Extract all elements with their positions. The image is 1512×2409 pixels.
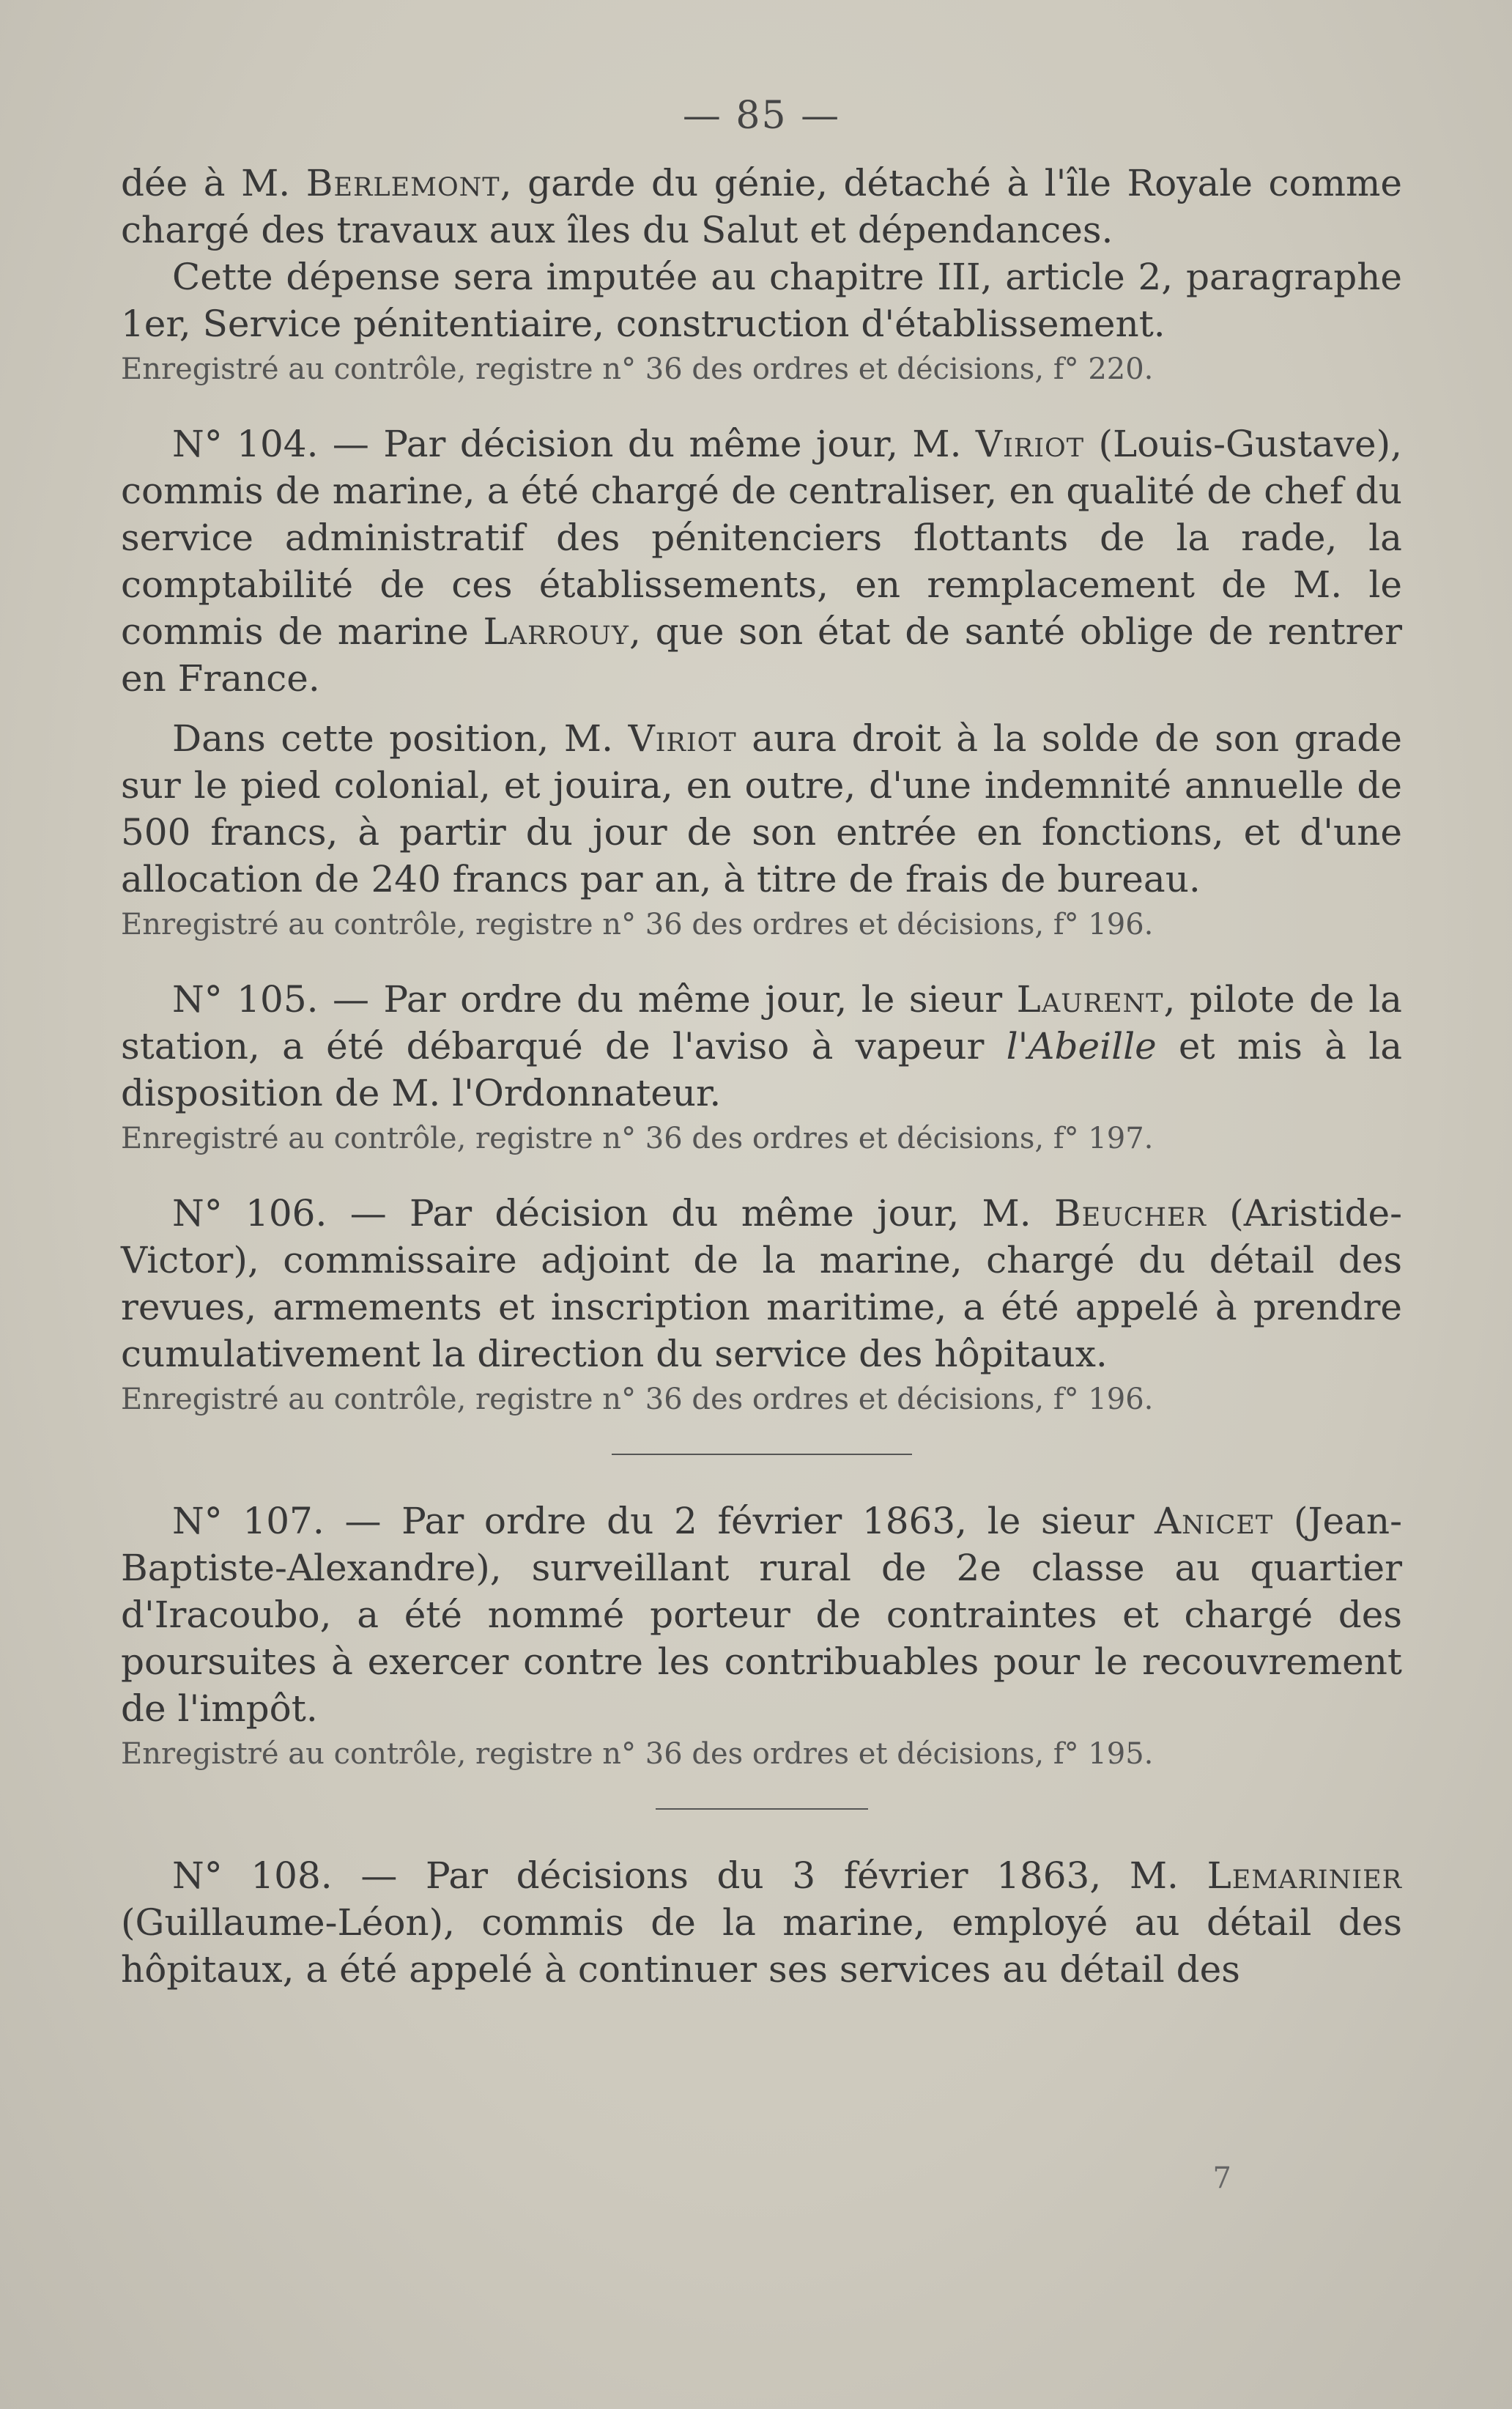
text: — Par décision du même jour, M.	[327, 1192, 1054, 1235]
person-name: Viriot	[628, 717, 737, 760]
person-name: Larrouy	[483, 610, 629, 653]
entry-108	[121, 1852, 1402, 1993]
entry-107	[121, 1498, 1402, 1776]
entry-number: N° 108.	[172, 1854, 333, 1897]
entry-106	[121, 1190, 1402, 1421]
paragraph	[121, 715, 1402, 903]
text: — Par ordre du 2 février 1863, le sieur	[324, 1500, 1155, 1542]
person-name: Beucher	[1053, 1192, 1207, 1235]
page-number: — 85 —	[682, 94, 841, 138]
text: — Par ordre du même jour, le sieur	[318, 978, 1017, 1021]
text: (Jean-Baptiste-Alexandre), surveillant rural de 2e classe au quartier d'Iracoubo, a été nommé porteur de contraintes et chargé des poursuites à exercer contre les contribuables pour le recouvrement de l'impôt.	[121, 1500, 1402, 1730]
text: , que son état de santé oblige de rentrer en France.	[121, 610, 1402, 700]
paragraph	[121, 1190, 1402, 1377]
paragraph: Cette dépense sera imputée au chapitre III, article 2, paragraphe 1er, Service pénitentiaire, construction d'établissement.	[121, 256, 1402, 345]
registration-note: Enregistré au contrôle, registre n° 36 des ordres et décisions, f° 195.	[121, 1737, 1154, 1771]
registration-note: Enregistré au contrôle, registre n° 36 des ordres et décisions, f° 197.	[121, 1122, 1154, 1155]
paragraph	[121, 976, 1402, 1117]
paragraph	[121, 421, 1402, 702]
text: aura droit à la solde de son grade sur le pied colonial, et jouira, en outre, d'une indemnité annuelle de 500 francs, à partir du jour de son entrée en fonctions, et d'une allocation de 240 francs par an, à titre de frais de bureau.	[121, 717, 1402, 900]
person-name: Viriot	[975, 423, 1085, 465]
text: , pilote de la station, a été débarqué de l'aviso à vapeur	[121, 978, 1402, 1067]
entry-105	[121, 976, 1402, 1161]
entry-number: N° 105.	[172, 978, 319, 1021]
section-divider	[656, 1808, 868, 1810]
registration-note: Enregistré au contrôle, registre n° 36 des ordres et décisions, f° 220.	[121, 352, 1154, 386]
registration-note: Enregistré au contrôle, registre n° 36 des ordres et décisions, f° 196.	[121, 908, 1154, 941]
text: (Louis-Gustave), commis de marine, a été chargé de centraliser, en qualité de chef du service administratif des pénitenciers flottants de la rade, la comptabilité de ces établissements, en remplacement de M. le commis de marine	[121, 423, 1402, 653]
paragraph	[121, 1498, 1402, 1732]
entry-number: N° 106.	[172, 1192, 327, 1235]
ship-name: l'Abeille	[1006, 1025, 1157, 1067]
person-name: Berlemont	[305, 162, 500, 204]
text: — Par décisions du 3 février 1863, M.	[332, 1854, 1207, 1897]
registration-note: Enregistré au contrôle, registre n° 36 des ordres et décisions, f° 196.	[121, 1383, 1154, 1416]
entry-number: N° 104.	[172, 423, 319, 465]
text: (Guillaume-Léon), commis de la marine, employé au détail des hôpitaux, a été appelé à continuer ses services au détail des	[121, 1901, 1402, 1991]
signature-mark: 7	[1212, 2161, 1231, 2195]
entry-number: N° 107.	[172, 1500, 325, 1542]
paragraph	[121, 1852, 1402, 1993]
paragraph	[121, 160, 1402, 254]
entry-continuation	[121, 160, 1402, 391]
person-name: Lemarinier	[1207, 1854, 1402, 1897]
text: Dans cette position, M.	[172, 717, 629, 760]
text: — Par décision du même jour, M.	[318, 423, 976, 465]
person-name: Anicet	[1155, 1500, 1274, 1542]
text: dée à M.	[121, 162, 306, 204]
text: (Aristide-Victor), commissaire adjoint de la marine, chargé du détail des revues, armements et inscription maritime, a été appelé à prendre cumulativement la direction du service des hôpitaux.	[121, 1192, 1402, 1375]
section-divider	[612, 1454, 912, 1455]
entry-104	[121, 421, 1402, 947]
text: et mis à la disposition de M. l'Ordonnateur.	[121, 1025, 1402, 1114]
text: , garde du génie, détaché à l'île Royale comme chargé des travaux aux îles du Salut et dépendances.	[121, 162, 1402, 251]
person-name: Laurent	[1016, 978, 1164, 1021]
